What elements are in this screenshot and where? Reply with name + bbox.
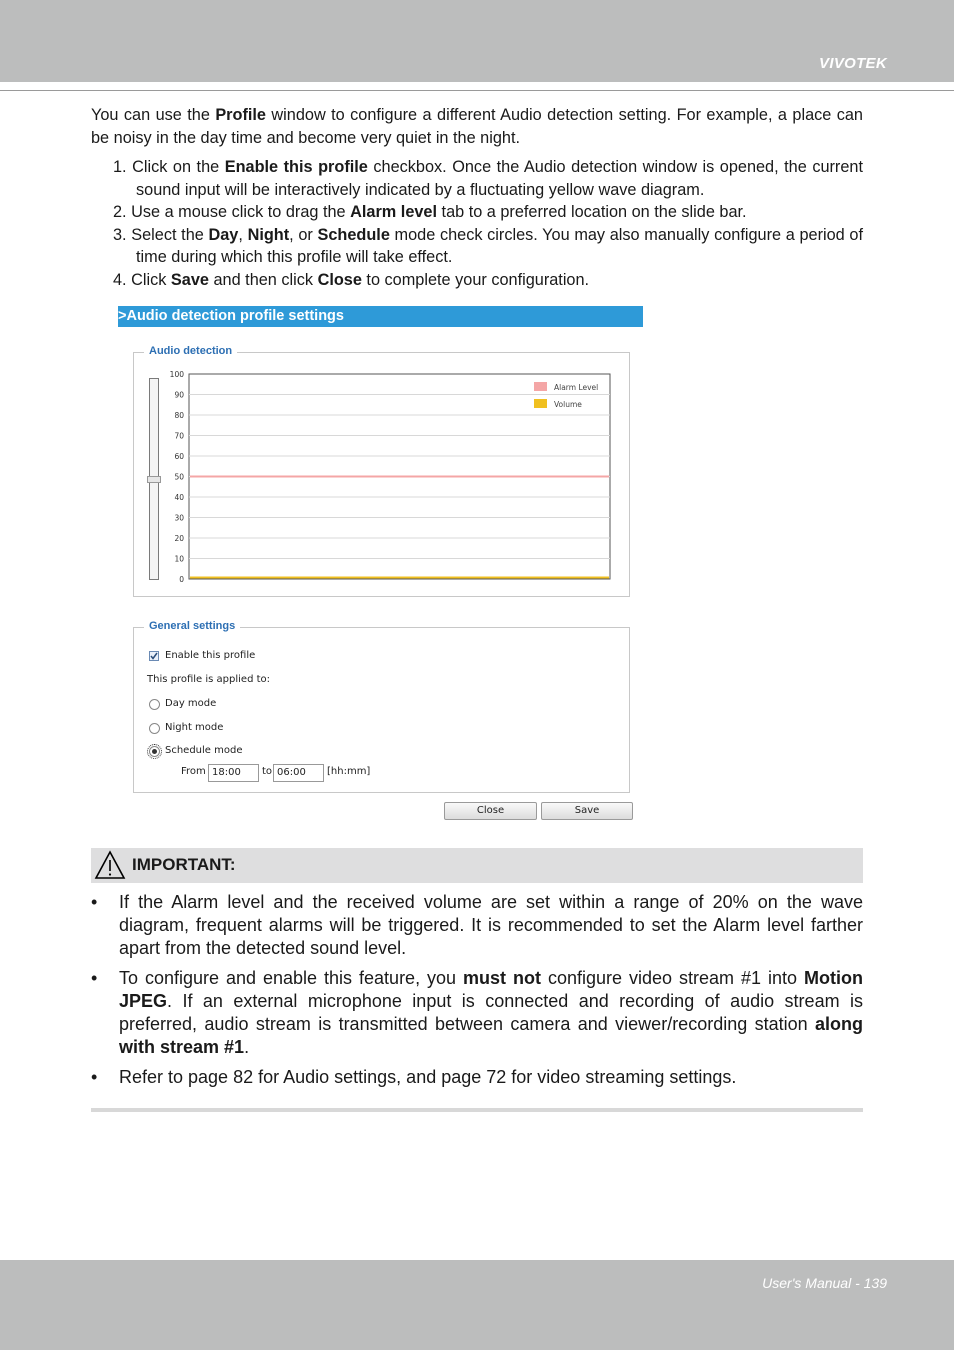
list-item: 2. Use a mouse click to drag the Alarm level tab to a preferred location on the slide bar. <box>113 203 747 221</box>
legend-label: Alarm Level <box>554 383 599 392</box>
night-mode-label: Night mode <box>165 722 224 733</box>
section-divider <box>91 1108 863 1112</box>
list-item: • If the Alarm level and the received volume are set within a range of 20% on the wave diagram, frequent alarms will be triggered. It is recommended to set the Alarm level farther apart from the detected sound level. <box>91 892 863 958</box>
time-format-label: [hh:mm] <box>327 766 371 777</box>
legend-swatch <box>534 399 547 408</box>
y-tick-label: 100 <box>169 370 184 379</box>
night-mode-radio[interactable] <box>149 723 160 734</box>
save-button[interactable]: Save <box>541 802 633 820</box>
list-item: 3. Select the Day, Night, or Schedule mode check circles. You may also manually configure a period of time during which this profile will take effect. <box>113 225 863 266</box>
day-mode-radio[interactable] <box>149 699 160 710</box>
y-tick-label: 30 <box>174 513 184 523</box>
audio-chart <box>160 366 612 586</box>
y-tick-label: 40 <box>174 493 184 502</box>
steps-list <box>113 156 863 291</box>
to-label: to <box>262 766 273 777</box>
important-label: IMPORTANT: <box>132 855 236 874</box>
legend-swatch <box>534 382 547 391</box>
from-time-input[interactable]: 18:00 <box>208 764 259 782</box>
close-button[interactable]: Close <box>444 802 537 820</box>
alarm-level-slider-handle[interactable] <box>147 476 161 483</box>
enable-profile-label: Enable this profile <box>165 650 256 661</box>
schedule-mode-radio[interactable] <box>149 746 160 757</box>
page-footer <box>0 1260 954 1350</box>
general-settings-legend: General settings <box>144 620 240 632</box>
brand-name: VIVOTEK <box>819 55 887 72</box>
from-label: From <box>181 766 206 777</box>
page-header <box>0 0 954 82</box>
header-divider <box>0 90 954 91</box>
y-tick-label: 60 <box>174 452 184 461</box>
list-item: • Refer to page 82 for Audio settings, and page 72 for video streaming settings. <box>91 1067 737 1087</box>
y-tick-label: 70 <box>174 431 184 441</box>
y-tick-label: 20 <box>174 534 184 543</box>
schedule-mode-label: Schedule mode <box>165 745 243 756</box>
list-item: • To configure and enable this feature, you must not configure video stream #1 into Motion JPEG. If an external microphone input is connected and recording of audio stream is preferred, audio stream is transmitted between camera and viewer/recording station along with stream #1. <box>91 968 863 1057</box>
panel-title: >Audio detection profile settings <box>118 306 643 327</box>
applied-to-label: This profile is applied to: <box>147 674 271 685</box>
page-number: User's Manual - 139 <box>762 1275 887 1291</box>
legend-label: Volume <box>554 400 582 409</box>
y-tick-label: 10 <box>174 554 184 564</box>
warning-icon <box>94 850 126 880</box>
y-tick-label: 90 <box>174 390 184 400</box>
intro-paragraph: You can use the Profile window to configure a different Audio detection setting. For example, a place can be noisy in the day time and become very quiet in the night. <box>91 106 863 147</box>
list-item: 1. Click on the Enable this profile checkbox. Once the Audio detection window is opened, the current sound input will be interactively indicated by a fluctuating yellow wave diagram. <box>113 158 863 199</box>
y-tick-label: 80 <box>174 411 184 420</box>
list-item: 4. Click Save and then click Close to complete your configuration. <box>113 270 590 289</box>
check-icon <box>150 652 158 660</box>
day-mode-label: Day mode <box>165 698 217 709</box>
enable-profile-checkbox[interactable] <box>149 651 159 661</box>
to-time-input[interactable]: 06:00 <box>273 764 324 782</box>
y-tick-label: 50 <box>174 472 184 482</box>
audio-detection-legend: Audio detection <box>144 345 237 357</box>
y-tick-label: 0 <box>179 575 184 584</box>
